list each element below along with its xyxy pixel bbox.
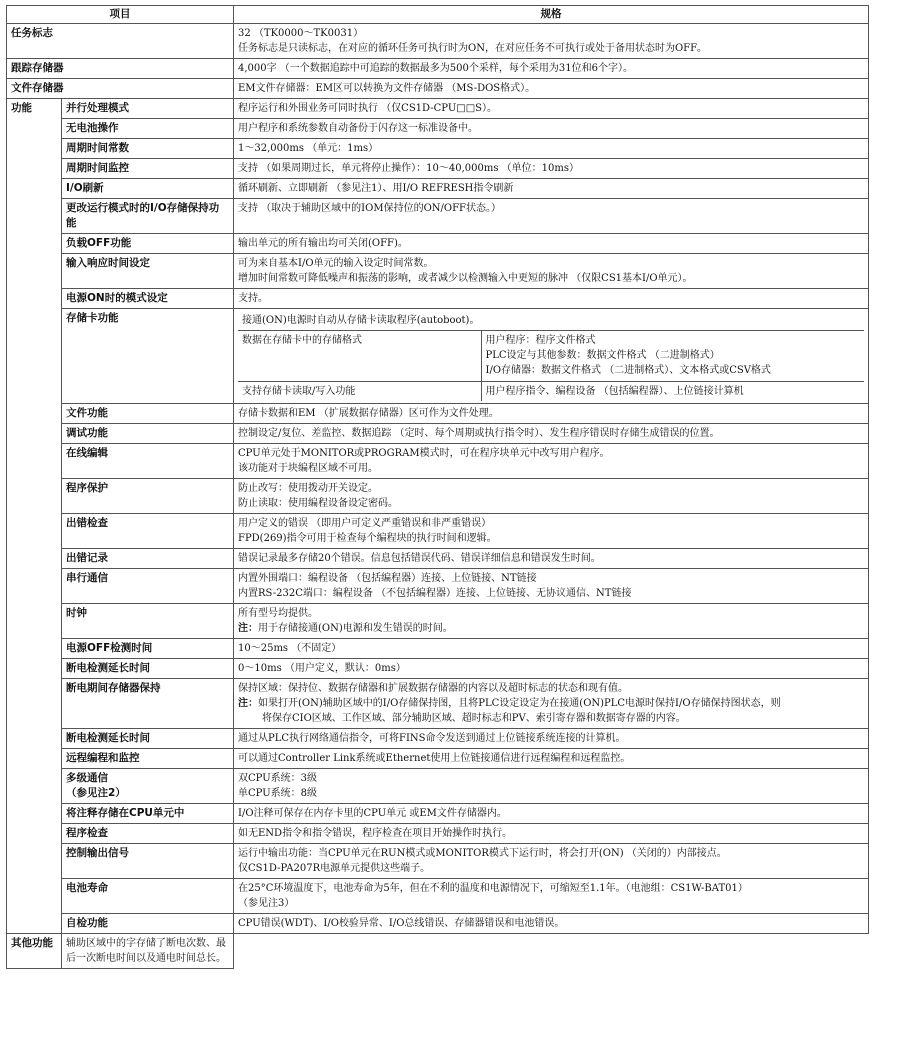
table-row [7,199,869,234]
table-row [7,879,869,914]
table-row [7,914,869,934]
row-value [234,479,869,514]
row-value: EM文件存储器：EM区可以转换为文件存储器 （MS-DOS格式）。 [234,79,869,99]
row-value: I/O注释可保存在内存卡里的CPU单元 或EM文件存储器内。 [234,804,869,824]
table-row [7,99,869,119]
rw-value: 用户程序指令、编程设备 （包括编程器）、上位链接计算机 [481,382,864,402]
table-row [7,749,869,769]
value-line: 仅CS1D-PA207R电源单元提供这些端子。 [238,863,431,874]
value-line: 用户定义的错误 （即用户可定义严重错误和非严重错误） [238,518,492,529]
row-value [234,844,869,879]
row-value: 如无END指令和指令错误，程序检查在项目开始操作时执行。 [234,824,869,844]
note-text: 用于存储接通(ON)电源和发生错误的时间。 [258,623,453,634]
row-label: 电池寿命 [62,879,234,914]
header-item: 项目 [7,6,234,24]
value-line: 防止读取：使用编程设备设定密码。 [238,498,398,509]
table-row [7,24,869,59]
row-label: 存储卡功能 [62,309,234,404]
row-value: 存储卡数据和EM （扩展数据存储器）区可作为文件处理。 [234,404,869,424]
table-row [7,569,869,604]
table-row [7,159,869,179]
value-line [238,696,864,711]
row-value: 4,000字 （一个数据追踪中可追踪的数据最多为500个采样，每个采用为31位和6个字）。 [234,59,869,79]
note-prefix: 注： [238,623,258,634]
table-row [7,549,869,569]
row-label: 控制输出信号 [62,844,234,879]
row-value [234,254,869,289]
value-line: （参见注3） [238,898,295,909]
table-row [7,59,869,79]
row-label: 电源OFF检测时间 [62,639,234,659]
functions-category: 功能 [7,99,62,934]
value-line: 可为来自基本I/O单元的输入设定时间常数。 [238,258,434,269]
row-label: 自检功能 [62,914,234,934]
value-line: 将保存CIO区域、工作区域、部分辅助区域、超时标志和PV、索引寄存器和数据寄存器的内容。 [262,713,686,724]
row-value [234,879,869,914]
row-value: 可以通过Controller Link系统或Ethernet使用上位链接通信进行远程编程和远程监控。 [234,749,869,769]
table-row [7,289,869,309]
row-label: 文件功能 [62,404,234,424]
table-row [7,234,869,254]
table-row [7,769,869,804]
header-spec: 规格 [234,6,869,24]
value-line: 单CPU系统：8级 [238,788,317,799]
table-row [7,804,869,824]
row-value [234,604,869,639]
row-value: 循环刷新、立即刷新 （参见注1）、用I/O REFRESH指令刷新 [234,179,869,199]
row-label: 输入响应时间设定 [62,254,234,289]
rw-label: 支持存储卡读取/写入功能 [238,382,481,402]
row-value: 输出单元的所有输出均可关闭(OFF)。 [234,234,869,254]
value-line: 内置外围端口：编程设备 （包括编程器）连接、上位链接、NT链接 [238,573,537,584]
table-row [7,479,869,514]
value-line [238,621,864,636]
row-label: 任务标志 [7,24,234,59]
table-row [7,139,869,159]
row-value: 用户程序和系统参数自动备份于闪存这一标准设备中。 [234,119,869,139]
header-row [7,6,869,24]
row-label: 断电检测延长时间 [62,659,234,679]
row-label: 文件存储器 [7,79,234,99]
value-line: 双CPU系统：3级 [238,773,317,784]
row-value [234,444,869,479]
row-label: 时钟 [62,604,234,639]
value-line: FPD(269)指令可用于检查每个编程块的执行时间和逻辑。 [238,533,497,544]
table-row [7,679,869,729]
row-value [234,679,869,729]
row-label: 周期时间常数 [62,139,234,159]
row-value [234,24,869,59]
value-line: 该功能对于块编程区域不可用。 [238,463,378,474]
table-row [7,729,869,749]
value-line: 任务标志是只读标志，在对应的循环任务可执行时为ON，在对应任务不可执行或处于备用状态时为OFF。 [238,43,708,54]
row-value: 辅助区域中的字存储了断电次数、最后一次断电时间以及通电时间总长。 [62,934,234,969]
row-value: 错误记录最多存储20个错误。信息包括错误代码、错误详细信息和错误发生时间。 [234,549,869,569]
format-value [481,331,864,382]
value-line: I/O存储器：数据文件格式 （二进制格式）、文本格式或CSV格式 [485,365,771,376]
value-line: 内置RS-232C端口：编程设备 （不包括编程器）连接、上位链接、无协议通信、NT链接 [238,588,632,599]
row-label: 串行通信 [62,569,234,604]
table-row [7,179,869,199]
row-value: 支持。 [234,289,869,309]
label-line: （参见注2） [66,787,126,799]
row-value: CPU错误(WDT)、I/O校验异常、I/O总线错误、存储器错误和电池错误。 [234,914,869,934]
row-label: 并行处理模式 [62,99,234,119]
row-label: 出错记录 [62,549,234,569]
table-row [7,639,869,659]
table-row [7,424,869,444]
autoboot-text: 接通(ON)电源时自动从存储卡读取程序(autoboot)。 [238,311,864,331]
row-value: 控制设定/复位、差监控、数据追踪 （定时、每个周期或执行指令时）、发生程序错误时存储生成错误的位置。 [234,424,869,444]
row-value: 支持 （取决于辅助区域中的IOM保持位的ON/OFF状态。） [234,199,869,234]
value-line: 在25°C环境温度下，电池寿命为5年，但在不利的温度和电源情况下，可缩短至1.1年。（电池组：CS1W-BAT01） [238,883,748,894]
row-label: 断电检测延长时间 [62,729,234,749]
row-label: 周期时间监控 [62,159,234,179]
row-label: 更改运行模式时的I/O存储保持功能 [62,199,234,234]
row-value: 程序运行和外围业务可同时执行 （仅CS1D-CPU□□S）。 [234,99,869,119]
row-label: 断电期间存储器保持 [62,679,234,729]
row-label: 远程编程和监控 [62,749,234,769]
format-label: 数据在存储卡中的存储格式 [238,331,481,382]
table-row [7,254,869,289]
value-line: CPU单元处于MONITOR或PROGRAM模式时，可在程序块单元中改写用户程序。 [238,448,610,459]
table-row [7,119,869,139]
row-label [62,769,234,804]
row-value: 支持 （如果周期过长，单元将停止操作）：10～40,000ms （单位：10ms） [234,159,869,179]
value-line: 运行中输出功能：当CPU单元在RUN模式或MONITOR模式下运行时，将会打开(ON) （关闭的）内部接点。 [238,848,727,859]
table-row [7,444,869,479]
memory-card-cell [234,309,869,404]
value-line: 所有型号均提供。 [238,608,318,619]
row-value: 通过从PLC执行网络通信指令，可将FINS命令发送到通过上位链接系统连接的计算机。 [234,729,869,749]
table-row [7,514,869,549]
table-row [7,934,869,969]
row-value [234,569,869,604]
value-line: 保持区域：保持位、数据存储器和扩展数据存储器的内容以及超时标志的状态和现有值。 [238,683,628,694]
value-line: 32 （TK0000～TK0031） [238,28,364,39]
note-prefix: 注： [238,698,258,709]
value-line: 防止改写：使用拨动开关设定。 [238,483,378,494]
row-label: 在线编辑 [62,444,234,479]
row-label: 出错检查 [62,514,234,549]
value-line: 增加时间常数可降低噪声和振荡的影响，或者减少以检测输入中更短的脉冲 （仅限CS1基本I/O单元）。 [238,273,693,284]
table-row [7,844,869,879]
row-value: 1～32,000ms （单元：1ms） [234,139,869,159]
row-value [234,514,869,549]
row-label: 无电池操作 [62,119,234,139]
row-label: 调试功能 [62,424,234,444]
row-label: 将注释存储在CPU单元中 [62,804,234,824]
label-line: 多级通信 [66,772,108,784]
row-label: 跟踪存储器 [7,59,234,79]
row-label: 程序保护 [62,479,234,514]
row-value: 0～10ms （用户定义，默认：0ms） [234,659,869,679]
note-text: 如果打开(ON)辅助区域中的I/O存储保持图，且将PLC设定设定为在接通(ON)PLC电源时保持I/O存储保持图状态，则 [258,698,781,709]
row-label: 负载OFF功能 [62,234,234,254]
spec-table [6,5,869,969]
table-row [7,79,869,99]
row-value: 10～25ms （不固定） [234,639,869,659]
table-row [7,824,869,844]
table-row [7,404,869,424]
value-line: 用户程序：程序文件格式 [485,335,596,346]
row-value [234,769,869,804]
memory-card-subtable [238,311,864,401]
row-label: 程序检查 [62,824,234,844]
table-row [7,309,869,404]
row-label: 其他功能 [7,934,62,969]
row-label: 电源ON时的模式设定 [62,289,234,309]
value-line: PLC设定与其他参数：数据文件格式 （二进制格式） [485,350,720,361]
row-label: I/O刷新 [62,179,234,199]
table-row [7,604,869,639]
table-row [7,659,869,679]
